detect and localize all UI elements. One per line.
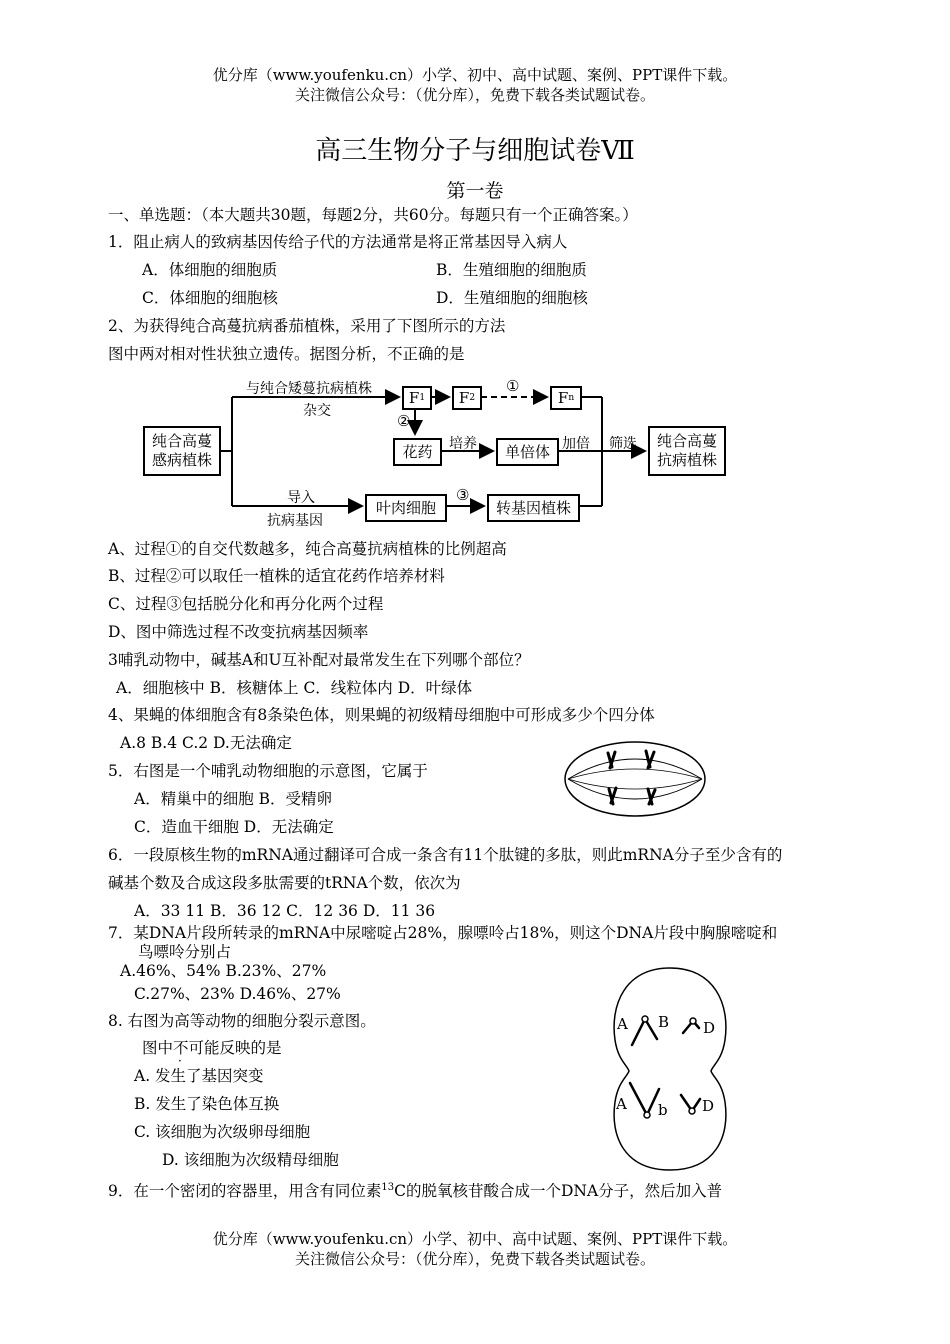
q9-isotope-superscript: 13 <box>381 1182 395 1193</box>
anther-label: 花药 <box>402 442 433 461</box>
q9-stem <box>108 1178 722 1201</box>
gene-label-D-lower: D <box>702 1097 715 1115</box>
cell-division-outline <box>605 965 735 1175</box>
q8-option-a: A. 发生了基因突变 <box>134 1067 264 1085</box>
q1-option-d: D．生殖细胞的细胞核 <box>436 289 588 307</box>
q6-stem-1: 6．一段原核生物的mRNA通过翻译可合成一条含有11个肽键的多肽，则此mRNA分子至少含有的 <box>108 846 783 864</box>
q5-options-ab: A．精巢中的细胞 B．受精卵 <box>134 790 333 808</box>
footer-line-2: 关注微信公众号：（优分库），免费下载各类试题试卷。 <box>294 1250 655 1268</box>
selection-label: 筛选 <box>609 436 637 452</box>
q5-options-cd: C．造血干细胞 D．无法确定 <box>134 818 334 836</box>
q7-options-ab: A.46%、54% B.23%、27% <box>120 962 327 980</box>
mesophyll-box <box>365 494 447 522</box>
section-heading: 一、单选题：（本大题共30题，每题2分，共60分。每题只有一个正确答案。） <box>108 206 638 224</box>
q9-stem-post: C的脱氧核苷酸合成一个DNA分子，然后加入普 <box>394 1182 723 1201</box>
q8-substem-pre: 图中 <box>142 1039 174 1057</box>
q4-stem: 4、果蝇的体细胞含有8条染色体，则果蝇的初级精母细胞中可形成多少个四分体 <box>108 706 655 724</box>
q3-stem: 3哺乳动物中，碱基A和U互补配对最常发生在下列哪个部位？ <box>108 651 530 669</box>
gene-label-D-upper: D <box>703 1019 716 1037</box>
f1-sub: 1 <box>419 392 426 403</box>
volume-title: 第一卷 <box>446 180 504 202</box>
fn-sub: n <box>568 392 575 403</box>
haploid-label: 单倍体 <box>504 442 550 461</box>
q5-stem: 5．右图是一个哺乳动物细胞的示意图，它属于 <box>108 762 428 780</box>
q8-substem-post: 可能反映的是 <box>188 1039 282 1057</box>
q4-options: A.8 B.4 C.2 D.无法确定 <box>120 734 292 752</box>
footer-line-1: 优分库（www.youfenku.cn）小学、初中、高中试题、案例、PPT课件下载。 <box>212 1230 738 1248</box>
f2-label: F <box>458 388 470 407</box>
q2-option-b: B、过程②可以取任一植株的适宜花药作培养材料 <box>108 567 445 585</box>
start-plant-label-2: 感病植株 <box>151 451 212 469</box>
import-label: 导入 <box>287 490 315 506</box>
q1-option-a: A．体细胞的细胞质 <box>142 261 278 279</box>
start-plant-label-1: 纯合高蔓 <box>151 432 212 450</box>
cross-partner-label: 与纯合矮蔓抗病植株 <box>246 381 372 397</box>
process-3-marker: ③ <box>456 486 470 504</box>
fn-box <box>550 386 582 410</box>
anther-box <box>393 438 442 466</box>
q7-stem-1: 7．某DNA片段所转录的mRNA中尿嘧啶占28%，腺嘌呤占18%，则这个DNA片段中胸腺嘧啶和 <box>108 924 778 942</box>
q2-option-d: D、图中筛选过程不改变抗病基因频率 <box>108 623 369 641</box>
transgenic-label: 转基因植株 <box>495 498 571 517</box>
process-2-marker: ② <box>397 412 411 430</box>
q3-options: A．细胞核中 B．核糖体上 C．线粒体内 D．叶绿体 <box>116 679 473 697</box>
culture-label: 培养 <box>449 436 477 452</box>
q8-option-d: D. 该细胞为次级精母细胞 <box>162 1151 339 1169</box>
end-plant-label-2: 抗病植株 <box>656 451 717 469</box>
gene-label-A-upper: A <box>617 1015 628 1033</box>
fn-label: F <box>557 388 569 407</box>
q8-substem-emphasis <box>173 1039 189 1068</box>
q8-option-b: B. 发生了染色体互换 <box>134 1095 280 1113</box>
q2-stem-1: 2、为获得纯合高蔓抗病番茄植株，采用了下图所示的方法 <box>108 317 506 335</box>
q8-option-c: C. 该细胞为次级卵母细胞 <box>134 1123 311 1141</box>
gene-label-A-lower: A <box>616 1095 627 1113</box>
q7-options-cd: C.27%、23% D.46%、27% <box>134 985 341 1003</box>
header-line-1: 优分库（www.youfenku.cn）小学、初中、高中试题、案例、PPT课件下载。 <box>212 66 738 84</box>
transgenic-box <box>487 494 580 522</box>
cross-label: 杂交 <box>303 403 331 419</box>
gene-label-b-lower: b <box>658 1101 668 1119</box>
q2-stem-2: 图中两对相对性状独立遗传。据图分析，不正确的是 <box>108 345 465 363</box>
doubling-label: 加倍 <box>562 436 590 452</box>
header-line-2: 关注微信公众号：（优分库），免费下载各类试题试卷。 <box>294 86 655 104</box>
q1-option-b: B．生殖细胞的细胞质 <box>436 261 587 279</box>
q2-option-c: C、过程③包括脱分化和再分化两个过程 <box>108 595 384 613</box>
gene-label-B-upper: B <box>658 1013 670 1031</box>
q9-stem-pre: 9．在一个密闭的容器里，用含有同位素 <box>108 1182 382 1201</box>
emphasis-dot-icon: · <box>178 1054 182 1068</box>
q2-option-a: A、过程①的自交代数越多，纯合高蔓抗病植株的比例超高 <box>108 540 507 558</box>
f2-box <box>452 386 482 410</box>
q8-substem <box>142 1038 282 1068</box>
mesophyll-label: 叶肉细胞 <box>375 498 436 517</box>
page-title: 高三生物分子与细胞试卷Ⅶ <box>315 136 635 166</box>
process-1-marker: ① <box>506 377 520 395</box>
f1-label: F <box>408 388 420 407</box>
q6-stem-2: 碱基个数及合成这段多肽需要的tRNA个数，依次为 <box>108 874 461 892</box>
start-plant-box <box>143 426 221 476</box>
q7-stem-2: 鸟嘌呤分别占 <box>138 943 232 961</box>
end-plant-label-1: 纯合高蔓 <box>656 432 717 450</box>
q1-option-c: C．体细胞的细胞核 <box>142 289 278 307</box>
q8-substem-dot-word: 不 <box>173 1039 189 1057</box>
f2-sub: 2 <box>469 392 476 403</box>
q1-stem: 1．阻止病人的致病基因传给子代的方法通常是将正常基因导入病人 <box>108 233 568 251</box>
resistance-gene-label: 抗病基因 <box>267 513 323 529</box>
haploid-box <box>496 438 559 466</box>
f1-box <box>402 386 432 410</box>
cell-division-figure <box>605 965 735 1175</box>
q8-stem: 8. 右图为高等动物的细胞分裂示意图。 <box>108 1012 376 1030</box>
q6-options: A．33 11 B．36 12 C．12 36 D．11 36 <box>134 902 436 920</box>
end-plant-box <box>648 426 726 476</box>
cell-figure-q5 <box>560 737 710 823</box>
